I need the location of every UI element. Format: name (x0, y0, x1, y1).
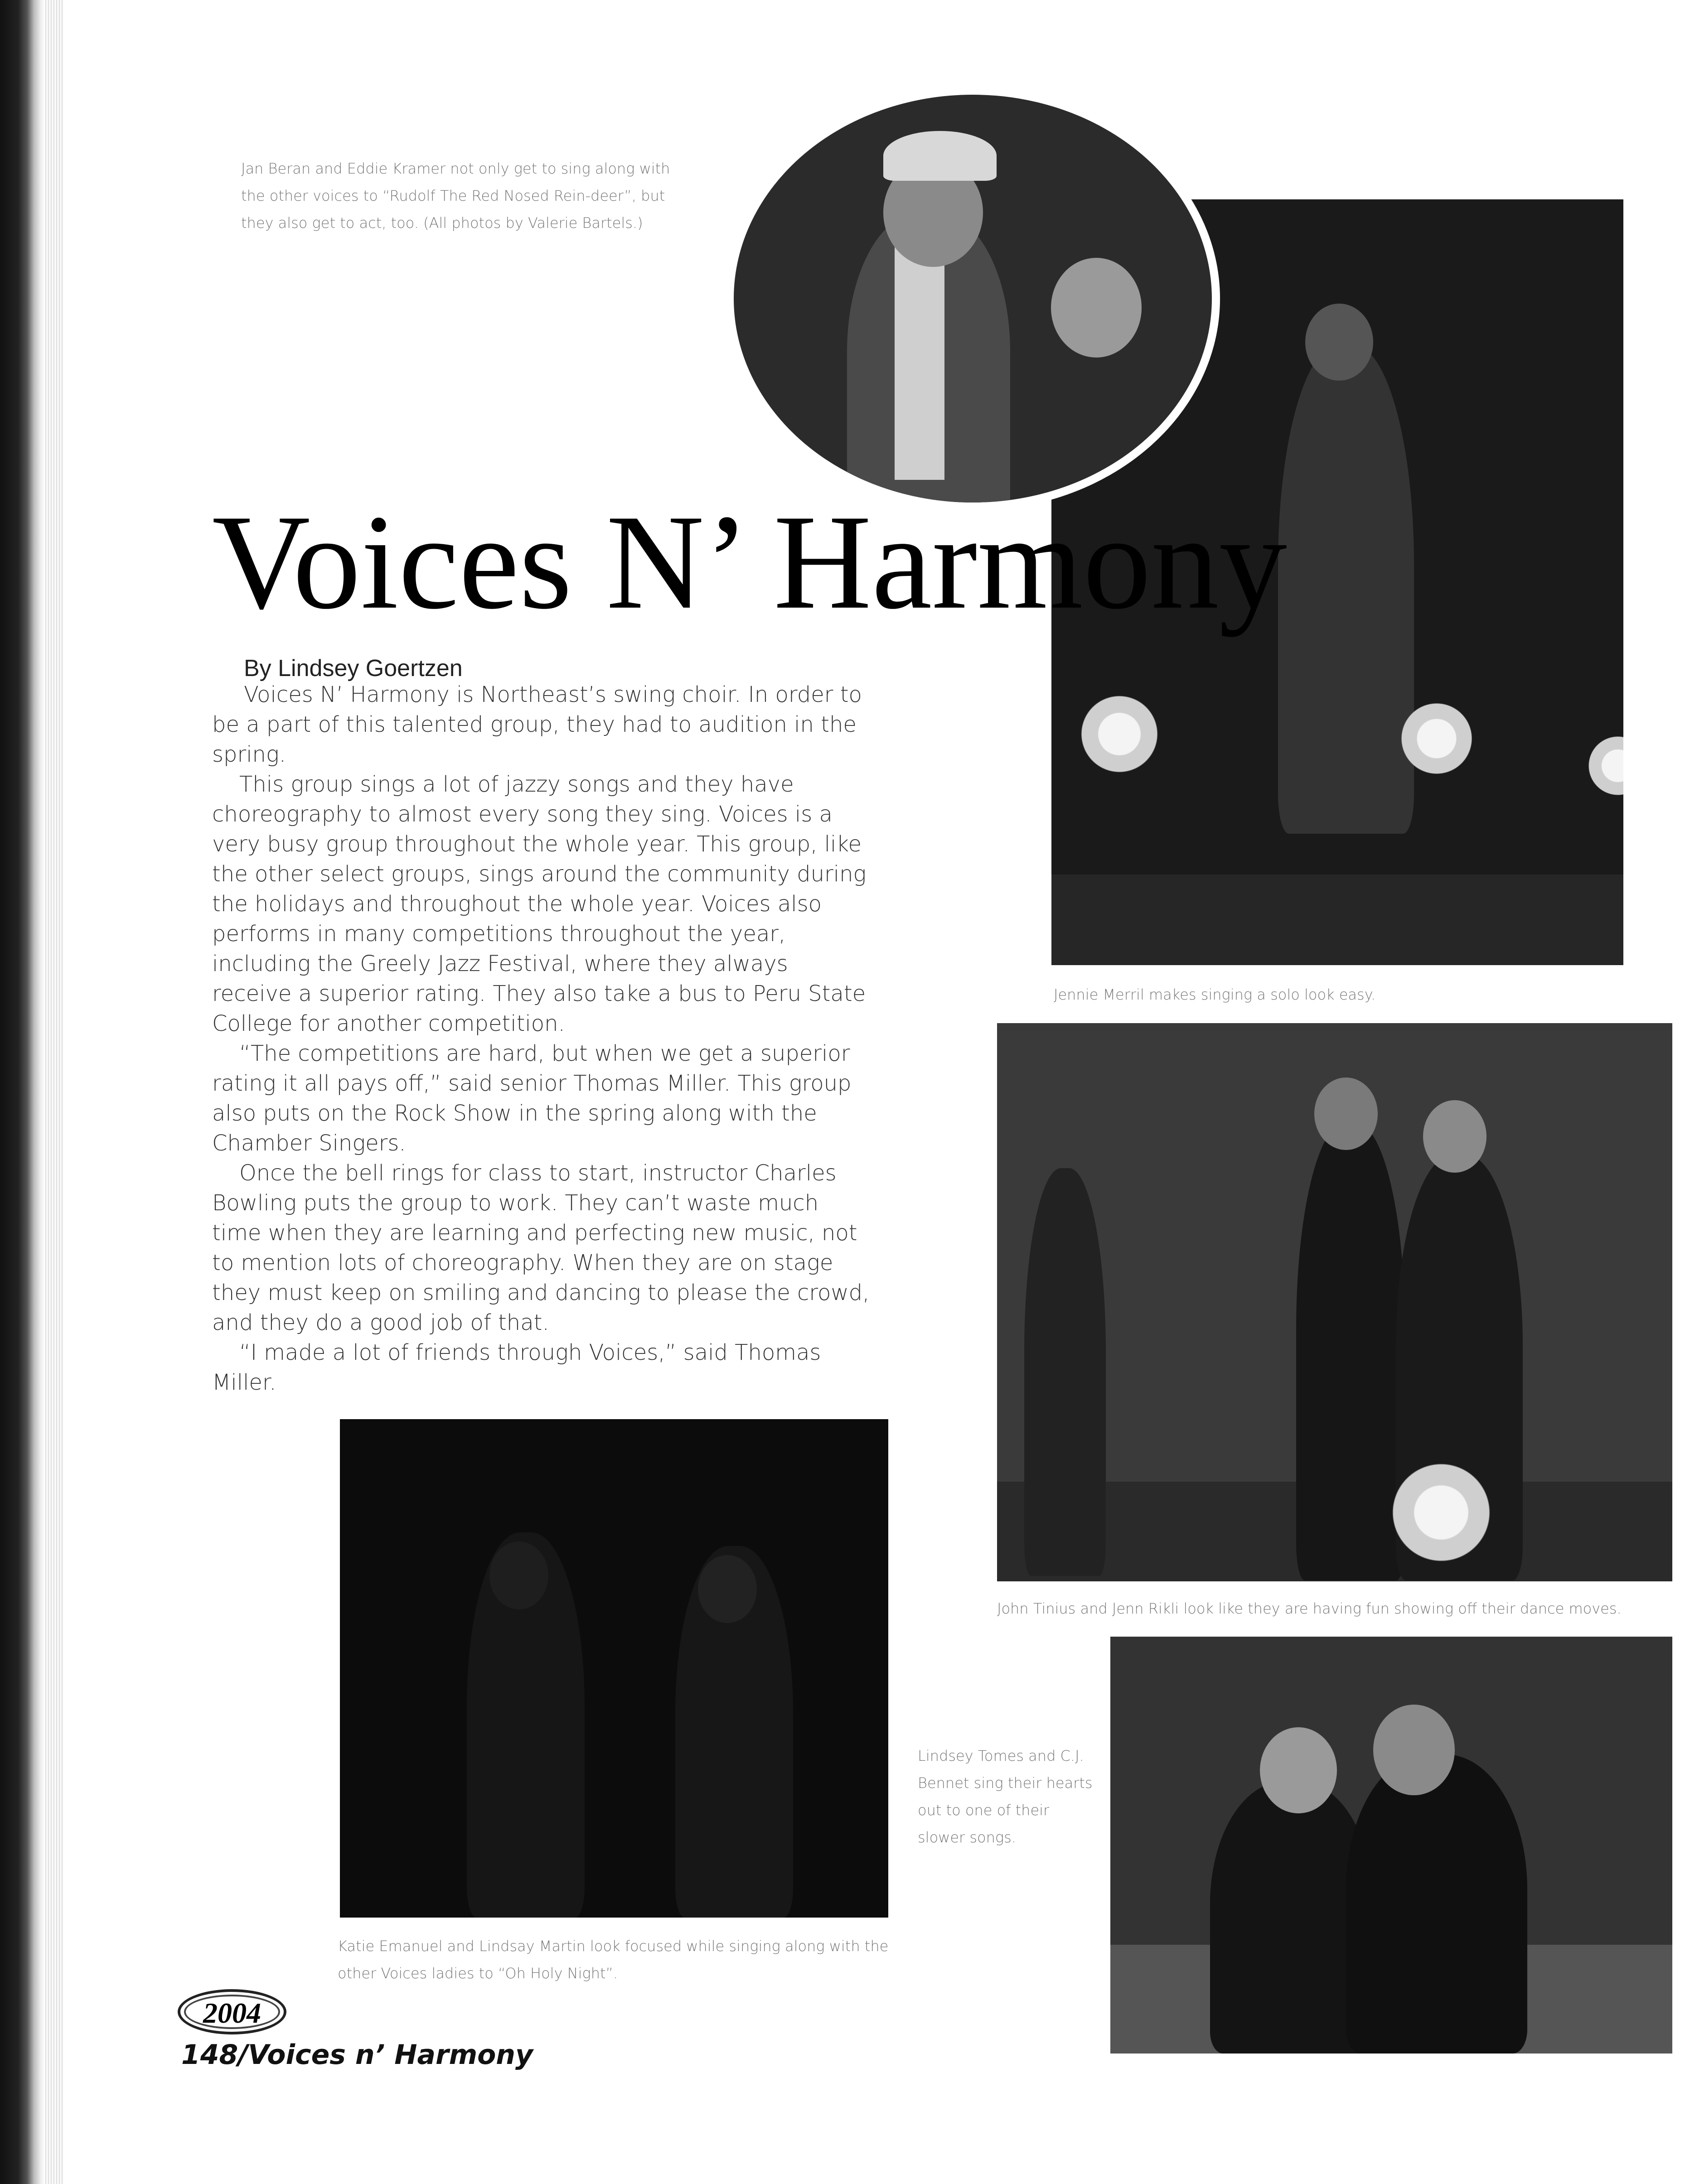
photo-holy-night (340, 1419, 888, 1918)
paragraph: This group sings a lot of jazzy songs and they have choreography to almost every song they sing. Voices is a very busy group throughout the whole year. This group, like the other select groups, sings around the community during the holidays and throughout the whole year. Voices also performs in many competitions throughout the year, including the Greely Jazz Festival, where they always receive a superior rating. They also take a bus to Peru State College for another competition. (212, 772, 867, 1036)
photo-slow-song (1110, 1637, 1672, 2054)
caption-dance: John Tinius and Jenn Rikli look like they are having fun showing off their dance moves. (997, 1600, 1622, 1617)
caption-solo: Jennie Merril makes singing a solo look easy. (1054, 986, 1376, 1003)
book-binding (0, 0, 45, 2184)
paragraph: Once the bell rings for class to start, instructor Charles Bowling puts the group to work. They can’t waste much time when they are learning and perfecting new music, not to mention lots of choreography. When they are on stage they must keep on smiling and dancing to please the crowd, and they do a good job of that. (212, 1160, 870, 1335)
byline: By Lindsey Goertzen (244, 655, 463, 681)
page-folio: 148/Voices n’ Harmony (181, 2039, 533, 2071)
logo-year: 2004 (203, 1997, 261, 2029)
caption-slow-song: Lindsey Tomes and C.J. Bennet sing their hearts out to one of their slower songs. (918, 1747, 1093, 1846)
article-body (212, 680, 874, 1397)
photo-dance (997, 1023, 1672, 1581)
yearbook-logo (178, 1989, 286, 2034)
paragraph: “The competitions are hard, but when we get a superior rating it all pays off,” said senior Thomas Miller. This group also puts on the Rock Show in the spring along with the Chamber Singers. (212, 1041, 852, 1156)
caption-circle: Jan Beran and Eddie Kramer not only get to sing along with the other voices to “Rudolf The Red Nosed Rein-deer”, but they also get to act, too. (All photos by Valerie Bartels.) (241, 160, 670, 232)
page-title: Voices N’ Harmony (212, 487, 1287, 637)
paragraph: Voices N’ Harmony is Northeast’s swing choir. In order to be a part of this talented group, they had to audition in the spring. (212, 682, 862, 767)
photo-circle-rudolph (727, 88, 1218, 509)
page-edge (45, 0, 63, 2184)
paragraph: “I made a lot of friends through Voices,” said Thomas Miller. (212, 1340, 821, 1395)
caption-holy-night: Katie Emanuel and Lindsay Martin look focused while singing along with the other Voices ladies to “Oh Holy Night”. (338, 1938, 889, 1982)
